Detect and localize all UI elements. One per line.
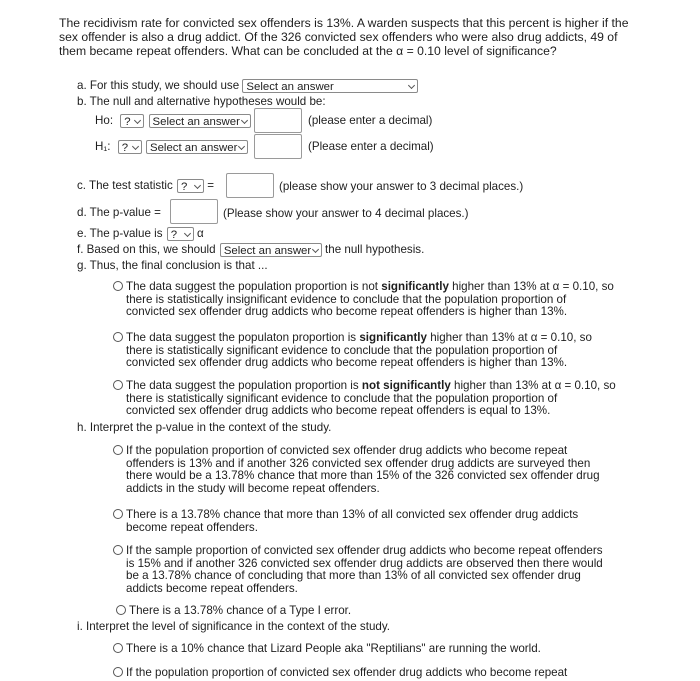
h0-label: Ho:	[95, 114, 114, 128]
chevron-down-icon	[134, 117, 141, 124]
option-text: be a 13.78% chance of concluding that more than 13% of all convicted sex offender drug	[126, 569, 581, 582]
chevron-down-icon	[184, 230, 191, 237]
part-f	[77, 243, 424, 257]
h0-value-input[interactable]	[254, 108, 302, 133]
option-emphasis: not significantly	[361, 379, 451, 392]
part-c	[77, 179, 214, 193]
option-text: become repeat offenders.	[126, 520, 258, 534]
p-value-comparison-value: ?	[170, 229, 178, 241]
option-text: There is a 13.78% chance of a Type I error.	[129, 604, 352, 617]
option-emphasis: significantly	[359, 331, 427, 344]
part-d-label: d. The p-value =	[77, 206, 161, 219]
option-text: There is a 10% chance that Lizard People aka "Reptilians" are running the world.	[126, 642, 541, 655]
option-text: addicts become repeat offenders.	[126, 581, 298, 595]
equals-sign: =	[207, 179, 215, 193]
part-e	[77, 227, 204, 241]
chevron-down-icon	[312, 246, 319, 253]
part-a	[77, 79, 418, 93]
option-text: addicts in the study will become repeat offenders.	[126, 481, 380, 495]
conclusion-option-3[interactable]	[113, 380, 616, 418]
option-text: there is statistically insignificant evidence to conclude that the population proportion of	[126, 292, 567, 306]
radio-button[interactable]	[113, 445, 123, 455]
p-value-interpretation-option-3[interactable]	[113, 545, 603, 595]
decision-select-value: Select an answer	[223, 245, 312, 257]
h0-relation-select[interactable]	[149, 114, 251, 128]
radio-button[interactable]	[113, 380, 123, 390]
option-text: If the population proportion of convicted sex offender drug addicts who become repeat	[126, 444, 568, 457]
option-text: If the sample proportion of convicted sex offender drug addicts who become repeat offenders	[126, 544, 603, 557]
significance-interpretation-option-1[interactable]	[113, 643, 541, 656]
test-statistic-select[interactable]	[177, 179, 204, 193]
chevron-down-icon	[238, 143, 245, 150]
option-text: there would be a 13.78% chance that more than 15% of the 326 convicted sex offender drug	[126, 469, 600, 482]
problem-statement	[59, 16, 659, 58]
study-type-select[interactable]	[242, 79, 418, 93]
radio-button[interactable]	[116, 605, 126, 615]
option-text: convicted sex offender drug addicts who become repeat offenders is equal to 13%.	[126, 404, 551, 417]
part-b-label: b. The null and alternative hypotheses would be:	[77, 95, 326, 108]
conclusion-option-1[interactable]	[113, 281, 614, 319]
chevron-down-icon	[240, 117, 247, 124]
option-text: higher than 13% at α = 0.10, so	[450, 379, 616, 392]
p-value-comparison-select[interactable]	[167, 227, 194, 241]
part-g-label: g. Thus, the final conclusion is that ...	[77, 259, 268, 272]
part-h-label: h. Interpret the p-value in the context of the study.	[77, 421, 332, 434]
p-value-input[interactable]	[170, 199, 218, 224]
p-value-interpretation-option-4[interactable]	[116, 605, 351, 618]
radio-button[interactable]	[113, 667, 123, 677]
test-statistic-select-value: ?	[181, 181, 188, 193]
study-type-select-value: Select an answer	[246, 81, 334, 93]
option-text: higher than 13% at α = 0.10, so	[448, 280, 614, 293]
option-text: higher than 13% at α = 0.10, so	[426, 331, 592, 344]
option-text: The data suggest the population proportion is	[126, 379, 362, 392]
h1-parameter-select[interactable]	[118, 140, 142, 154]
h1-hint: (Please enter a decimal)	[308, 140, 434, 153]
p-value-interpretation-option-1[interactable]	[113, 445, 600, 495]
problem-line: sex offender is also a drug addict. Of the 326 convicted sex offenders who were also drug addicts, 49 of	[59, 30, 618, 44]
chevron-down-icon	[408, 82, 415, 89]
chevron-down-icon	[194, 182, 201, 189]
option-text: there is statistically significant evidence to conclude that the population proportion of	[126, 343, 558, 357]
problem-line: The recidivism rate for convicted sex offenders is 13%. A warden suspects that this percent is higher if the	[59, 16, 629, 30]
h1-value-input[interactable]	[254, 134, 302, 159]
radio-button[interactable]	[113, 545, 123, 555]
option-text: convicted sex offender drug addicts who become repeat offenders is higher than 13%.	[126, 305, 568, 318]
option-text: There is a 13.78% chance that more than 13% of all convicted sex offender drug addicts	[126, 508, 579, 521]
part-f-label: f. Based on this, we should	[77, 243, 216, 257]
radio-button[interactable]	[113, 643, 123, 653]
h0-parameter-value: ?	[124, 116, 131, 128]
significance-interpretation-option-2[interactable]	[113, 667, 567, 680]
option-text: The data suggest the populaton proportion is	[126, 331, 360, 344]
h0-row	[95, 114, 251, 128]
h1-parameter-value: ?	[121, 142, 129, 154]
option-emphasis: significantly	[381, 280, 449, 293]
h1-relation-select[interactable]	[146, 140, 248, 154]
option-text: there is statistically significant evidence to conclude that the population proportion of	[126, 391, 558, 405]
option-text: The data suggest the population proportion is not	[126, 280, 382, 293]
test-statistic-hint: (please show your answer to 3 decimal places.)	[279, 180, 524, 193]
h0-relation-value: Select an answer	[152, 116, 240, 128]
option-text: is 15% and if another 326 convicted sex offender drug addicts are observed then there would	[126, 556, 603, 570]
radio-button[interactable]	[113, 332, 123, 342]
option-text: offenders is 13% and if another 326 convicted sex offender drug addicts are surveyed then	[126, 456, 591, 470]
conclusion-option-2[interactable]	[113, 332, 592, 370]
part-c-label: c. The test statistic	[77, 179, 173, 193]
h1-label: H₁:	[95, 140, 111, 154]
h1-row	[95, 140, 248, 154]
option-text: If the population proportion of convicted sex offender drug addicts who become repeat	[126, 666, 568, 679]
part-a-label: a. For this study, we should use	[77, 79, 240, 93]
test-statistic-input[interactable]	[226, 173, 274, 198]
p-value-interpretation-option-2[interactable]	[113, 509, 578, 534]
chevron-down-icon	[132, 143, 139, 150]
part-i-label: i. Interpret the level of significance in the context of the study.	[77, 620, 390, 633]
part-f-suffix: the null hypothesis.	[325, 243, 425, 257]
decision-select[interactable]	[220, 243, 322, 257]
radio-button[interactable]	[113, 281, 123, 291]
radio-button[interactable]	[113, 509, 123, 519]
problem-line: them became repeat offenders. What can be concluded at the α = 0.10 level of significance?	[59, 44, 557, 58]
part-e-label: e. The p-value is	[77, 227, 163, 241]
h0-parameter-select[interactable]	[120, 114, 144, 128]
p-value-hint: (Please show your answer to 4 decimal places.)	[223, 207, 469, 220]
h0-hint: (please enter a decimal)	[308, 114, 433, 127]
alpha-symbol: α	[196, 227, 204, 241]
option-text: convicted sex offender drug addicts who become repeat offenders is higher than 13%.	[126, 356, 568, 369]
h1-relation-value: Select an answer	[149, 142, 238, 154]
